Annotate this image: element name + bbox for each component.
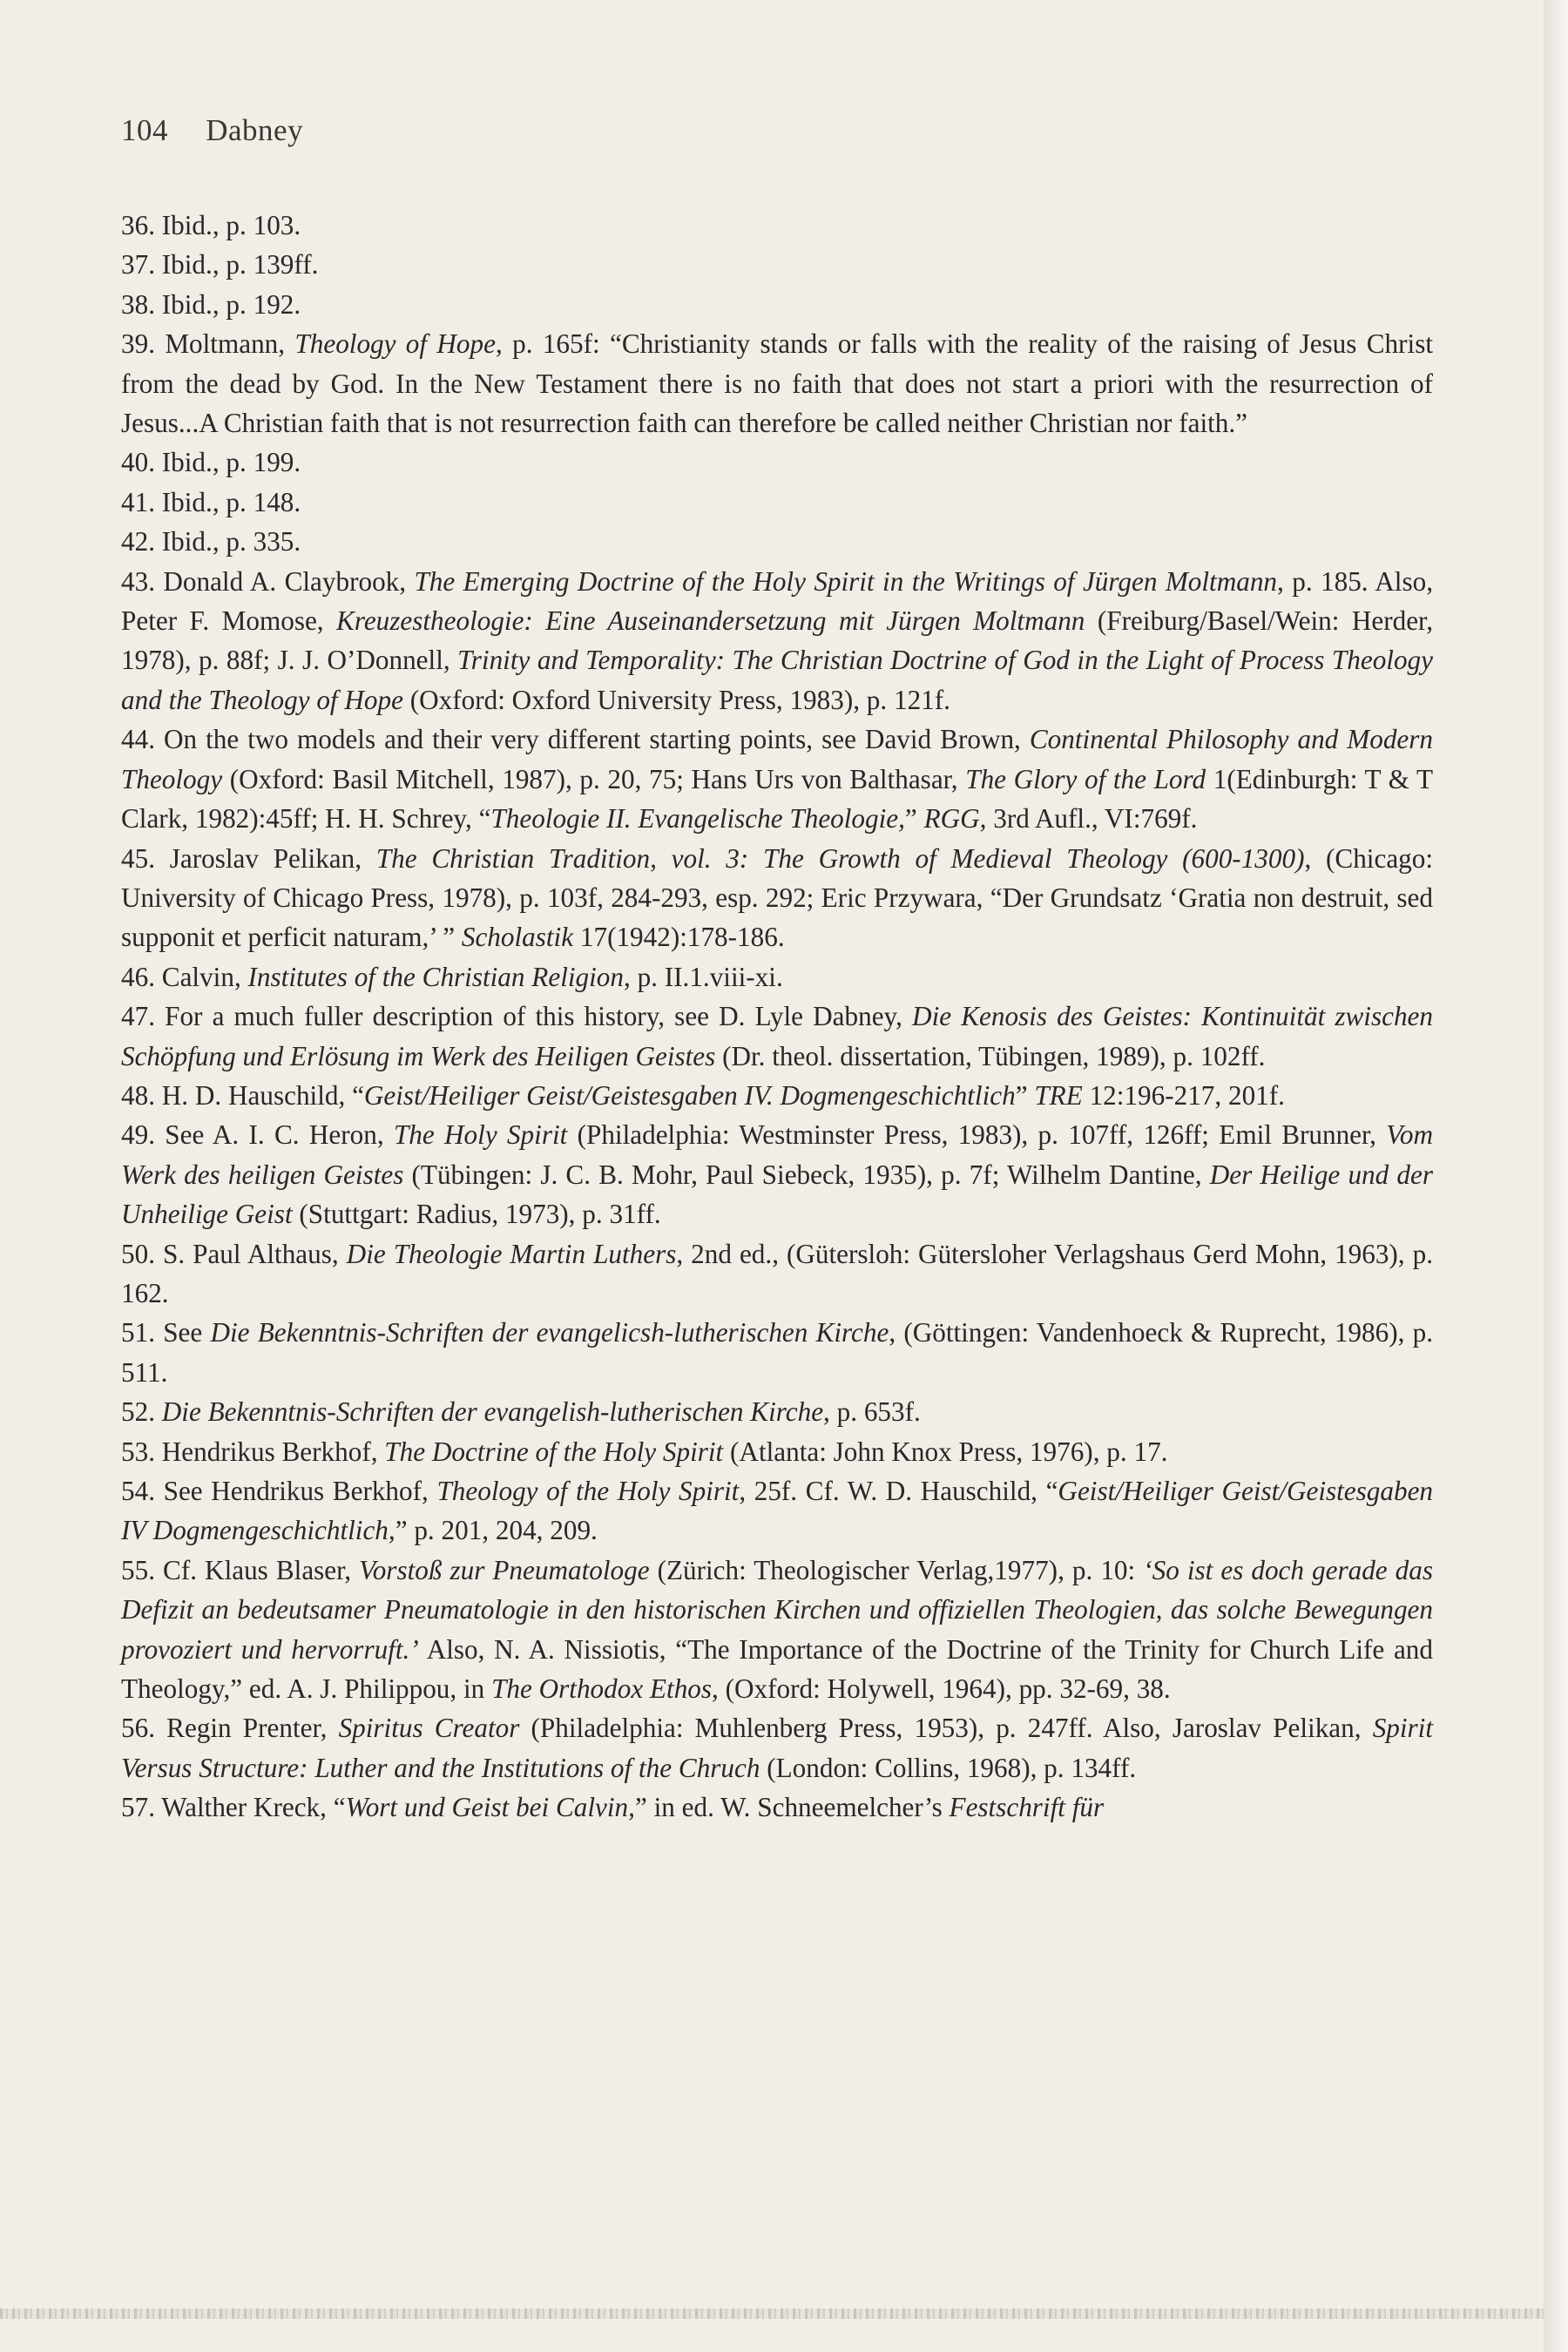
endnote-text: ”	[904, 803, 924, 835]
endnote-text: 49. See A. I. C. Heron,	[121, 1119, 394, 1151]
endnote-text: , (Oxford: Holywell, 1964), pp. 32-69, 38.	[712, 1673, 1171, 1705]
endnote-text: , (Chicago: University of Chicago Press, 1978), p. 103f, 284-293, esp. 292; Eric Przywara, “Der Grundsatz ‘Gratia non destruit, sed supponit et perficit naturam,’ ”	[121, 842, 1434, 953]
endnote	[121, 1551, 1433, 1709]
endnote-text: 17(1942):178-186.	[573, 922, 785, 953]
endnote-italic-text: Theology of the Holy Spirit	[436, 1476, 740, 1506]
endnote-text: (Oxford: Oxford University Press, 1983), p. 121f.	[402, 684, 950, 715]
endnote	[121, 997, 1433, 1076]
endnote	[121, 1234, 1433, 1314]
endnote-italic-text: Der Heilige und der Unheilige Geist	[121, 1159, 1433, 1230]
endnote	[121, 720, 1433, 838]
endnote-text: 51. See	[121, 1317, 211, 1348]
endnote-italic-text: Die Bekenntnis-Schriften der evangelicsh-lutherischen Kirche	[210, 1317, 889, 1348]
endnote-text: 52.	[121, 1396, 162, 1428]
endnote-text: 1(Edinburgh: T & T Clark, 1982):45ff; H. H. Schrey, “	[121, 763, 1433, 835]
endnote-italic-text: Spirit Versus Structure: Luther and the Institutions of the Chruch	[121, 1713, 1434, 1783]
endnote-text: 50. S. Paul Althaus,	[121, 1238, 347, 1269]
endnote	[121, 957, 1433, 997]
endnote-text: , p. 165f: “Christianity stands or falls with the reality of the raising of Jesus Christ from the dead by God. In the New Testament there is no faith that does not start a priori with the resurrection of Jesus...A Christian faith that is not resurrection faith can therefore be called neither Christian nor faith.”	[121, 328, 1433, 439]
endnote-text: (Stuttgart: Radius, 1973), p. 31ff.	[292, 1199, 661, 1230]
endnote-text: (Dr. theol. dissertation, Tübingen, 1989), p. 102ff.	[715, 1040, 1266, 1071]
endnote-text: , p. 185. Also, Peter F. Momose,	[121, 565, 1433, 637]
endnote-text: 55. Cf. Klaus Blaser,	[121, 1554, 360, 1585]
endnote-italic-text: TRE	[1034, 1079, 1083, 1111]
endnote-italic-text: Vom Werk des heiligen Geistes	[121, 1119, 1433, 1190]
endnote-text: 36. Ibid., p. 103.	[121, 210, 301, 240]
endnote-text: (Zürich: Theologischer Verlag,1977), p. 10:	[649, 1554, 1144, 1585]
endnotes-list	[121, 206, 1433, 1828]
endnote	[121, 1432, 1433, 1471]
running-header	[121, 113, 303, 148]
endnote	[121, 483, 1433, 522]
endnote-italic-text: Theology of Hope	[294, 328, 496, 360]
endnote-text: ”	[1015, 1079, 1035, 1111]
endnote-text: , (Göttingen: Vandenhoeck & Ruprecht, 1986), p. 511.	[121, 1317, 1434, 1388]
page-number: 104	[121, 113, 168, 147]
endnote-text: 3rd Aufl., VI:769f.	[986, 803, 1198, 835]
endnote-text: , p. II.1.viii-xi.	[623, 961, 783, 992]
endnote-text: 41. Ibid., p. 148.	[121, 486, 301, 517]
endnote-italic-text: ‘So ist es doch gerade das Defizit an bedeutsamer Pneumatologie in den historischen Kirchen und offiziellen Theologien, das solche Bewegungen provoziert und hervorruft.’	[121, 1554, 1434, 1665]
endnote-italic-text: The Emerging Doctrine of the Holy Spirit in the Writings of Jürgen Moltmann	[414, 565, 1278, 597]
endnote-italic-text: Theologie II. Evangelische Theologie,	[490, 803, 905, 835]
endnote-text: 48. H. D. Hauschild, “	[121, 1079, 364, 1111]
endnote-italic-text: The Orthodox Ethos	[491, 1673, 713, 1705]
endnote	[121, 522, 1433, 561]
endnote-text: (Oxford: Basil Mitchell, 1987), p. 20, 75; Hans Urs von Balthasar,	[222, 763, 966, 794]
endnote-text: 45. Jaroslav Pelikan,	[121, 842, 376, 874]
endnote	[121, 1392, 1433, 1431]
endnote-text: (Tübingen: J. C. B. Mohr, Paul Siebeck, 1935), p. 7f; Wilhelm Dantine,	[403, 1159, 1210, 1190]
running-head-author: Dabney	[206, 113, 304, 147]
endnote-text: 54. See Hendrikus Berkhof,	[121, 1476, 437, 1506]
endnote-italic-text: The Holy Spirit	[393, 1119, 568, 1151]
endnote	[121, 245, 1433, 284]
endnote-text: 56. Regin Prenter,	[121, 1713, 339, 1744]
endnote-text: 46. Calvin,	[121, 961, 248, 992]
endnote	[121, 1313, 1433, 1392]
endnote-text: 12:196-217, 201f.	[1082, 1079, 1285, 1111]
endnote-italic-text: Die Theologie Martin Luthers	[346, 1238, 677, 1269]
endnote-text: (Freiburg/Basel/Wein: Herder, 1978), p. 88f; J. J. O’Donnell,	[121, 605, 1433, 676]
endnote	[121, 1788, 1433, 1827]
page-edge	[1544, 0, 1568, 2352]
endnote	[121, 562, 1433, 720]
endnote-italic-text: Die Kenosis des Geistes: Kontinuität zwischen Schöpfung und Erlösung im Werk des Heiligen Geistes	[121, 1001, 1433, 1071]
endnote	[121, 285, 1433, 324]
endnote-italic-text: Vorstoß zur Pneumatologe	[359, 1554, 650, 1585]
endnote-text: 57. Walther Kreck, “	[121, 1792, 346, 1823]
endnote-text: 44. On the two models and their very different starting points, see David Brown,	[121, 724, 1030, 755]
endnote	[121, 1471, 1433, 1551]
endnote-text: (Atlanta: John Knox Press, 1976), p. 17.	[723, 1436, 1168, 1467]
endnote-italic-text: Institutes of the Christian Religion	[247, 961, 624, 992]
endnote-italic-text: The Christian Tradition, vol. 3: The Growth of Medieval Theology (600-1300)	[375, 842, 1305, 874]
endnote-italic-text: Geist/Heiliger Geist/Geistesgaben IV. Dogmengeschichtlich	[363, 1079, 1016, 1111]
endnote-text: 38. Ibid., p. 192.	[121, 288, 301, 320]
endnote-italic-text: Trinity and Temporality: The Christian Doctrine of God in the Light of Process Theology and the Theology of Hope	[121, 645, 1433, 715]
endnote	[121, 206, 1433, 245]
endnote-text: 42. Ibid., p. 335.	[121, 526, 301, 558]
endnote	[121, 839, 1433, 957]
endnote-text: (Philadelphia: Muhlenberg Press, 1953), p. 247ff. Also, Jaroslav Pelikan,	[519, 1713, 1373, 1744]
endnote	[121, 1708, 1433, 1788]
endnote-italic-text: Kreuzestheologie: Eine Auseinandersetzung mit Jürgen Moltmann	[336, 605, 1085, 637]
endnote-text: 47. For a much fuller description of this history, see D. Lyle Dabney,	[121, 1001, 913, 1032]
endnote-italic-text: Scholastik	[461, 922, 574, 953]
scan-bottom-edge	[0, 2308, 1544, 2319]
endnote-text: 37. Ibid., p. 139ff.	[121, 249, 319, 280]
endnote-text: , 2nd ed., (Gütersloh: Gütersloher Verlagshaus Gerd Mohn, 1963), p. 162.	[121, 1238, 1434, 1308]
endnote-text: , 25f. Cf. W. D. Hauschild, “	[739, 1476, 1058, 1506]
endnote-italic-text: RGG,	[923, 803, 987, 835]
endnote-text: (London: Collins, 1968), p. 134ff.	[760, 1752, 1137, 1783]
endnote-text: ” p. 201, 204, 209.	[395, 1515, 598, 1546]
endnote-text: ” in ed. W. Schneemelcher’s	[634, 1792, 950, 1823]
endnote	[121, 1115, 1433, 1233]
endnote-italic-text: Spiritus Creator	[338, 1713, 520, 1744]
endnote-italic-text: Die Bekenntnis-Schriften der evangelish-lutherischen Kirche	[161, 1396, 824, 1428]
endnote-text: 39. Moltmann,	[121, 328, 295, 360]
endnote-italic-text: Continental Philosophy and Modern Theology	[121, 724, 1433, 794]
endnote-italic-text: The Glory of the Lord	[965, 763, 1206, 794]
endnote	[121, 324, 1433, 443]
endnote-text: 40. Ibid., p. 199.	[121, 447, 301, 478]
endnote-text: (Philadelphia: Westminster Press, 1983), p. 107ff, 126ff; Emil Brunner,	[567, 1119, 1387, 1151]
endnote-text: , p. 653f.	[823, 1396, 921, 1428]
endnote	[121, 1076, 1433, 1115]
endnote-italic-text: Wort und Geist bei Calvin,	[345, 1792, 635, 1823]
endnote-italic-text: Geist/Heiliger Geist/Geistesgaben IV Dogmengeschichtlich,	[121, 1476, 1433, 1546]
endnote-italic-text: Festschrift für	[949, 1792, 1105, 1823]
endnote-text: 43. Donald A. Claybrook,	[121, 565, 415, 597]
endnote-text: Also, N. A. Nissiotis, “The Importance of the Doctrine of the Trinity for Church Life and Theology,” ed. A. J. Philippou, in	[121, 1633, 1433, 1705]
endnote-text: 53. Hendrikus Berkhof,	[121, 1436, 385, 1467]
endnote	[121, 443, 1433, 482]
endnote-italic-text: The Doctrine of the Holy Spirit	[384, 1436, 724, 1467]
